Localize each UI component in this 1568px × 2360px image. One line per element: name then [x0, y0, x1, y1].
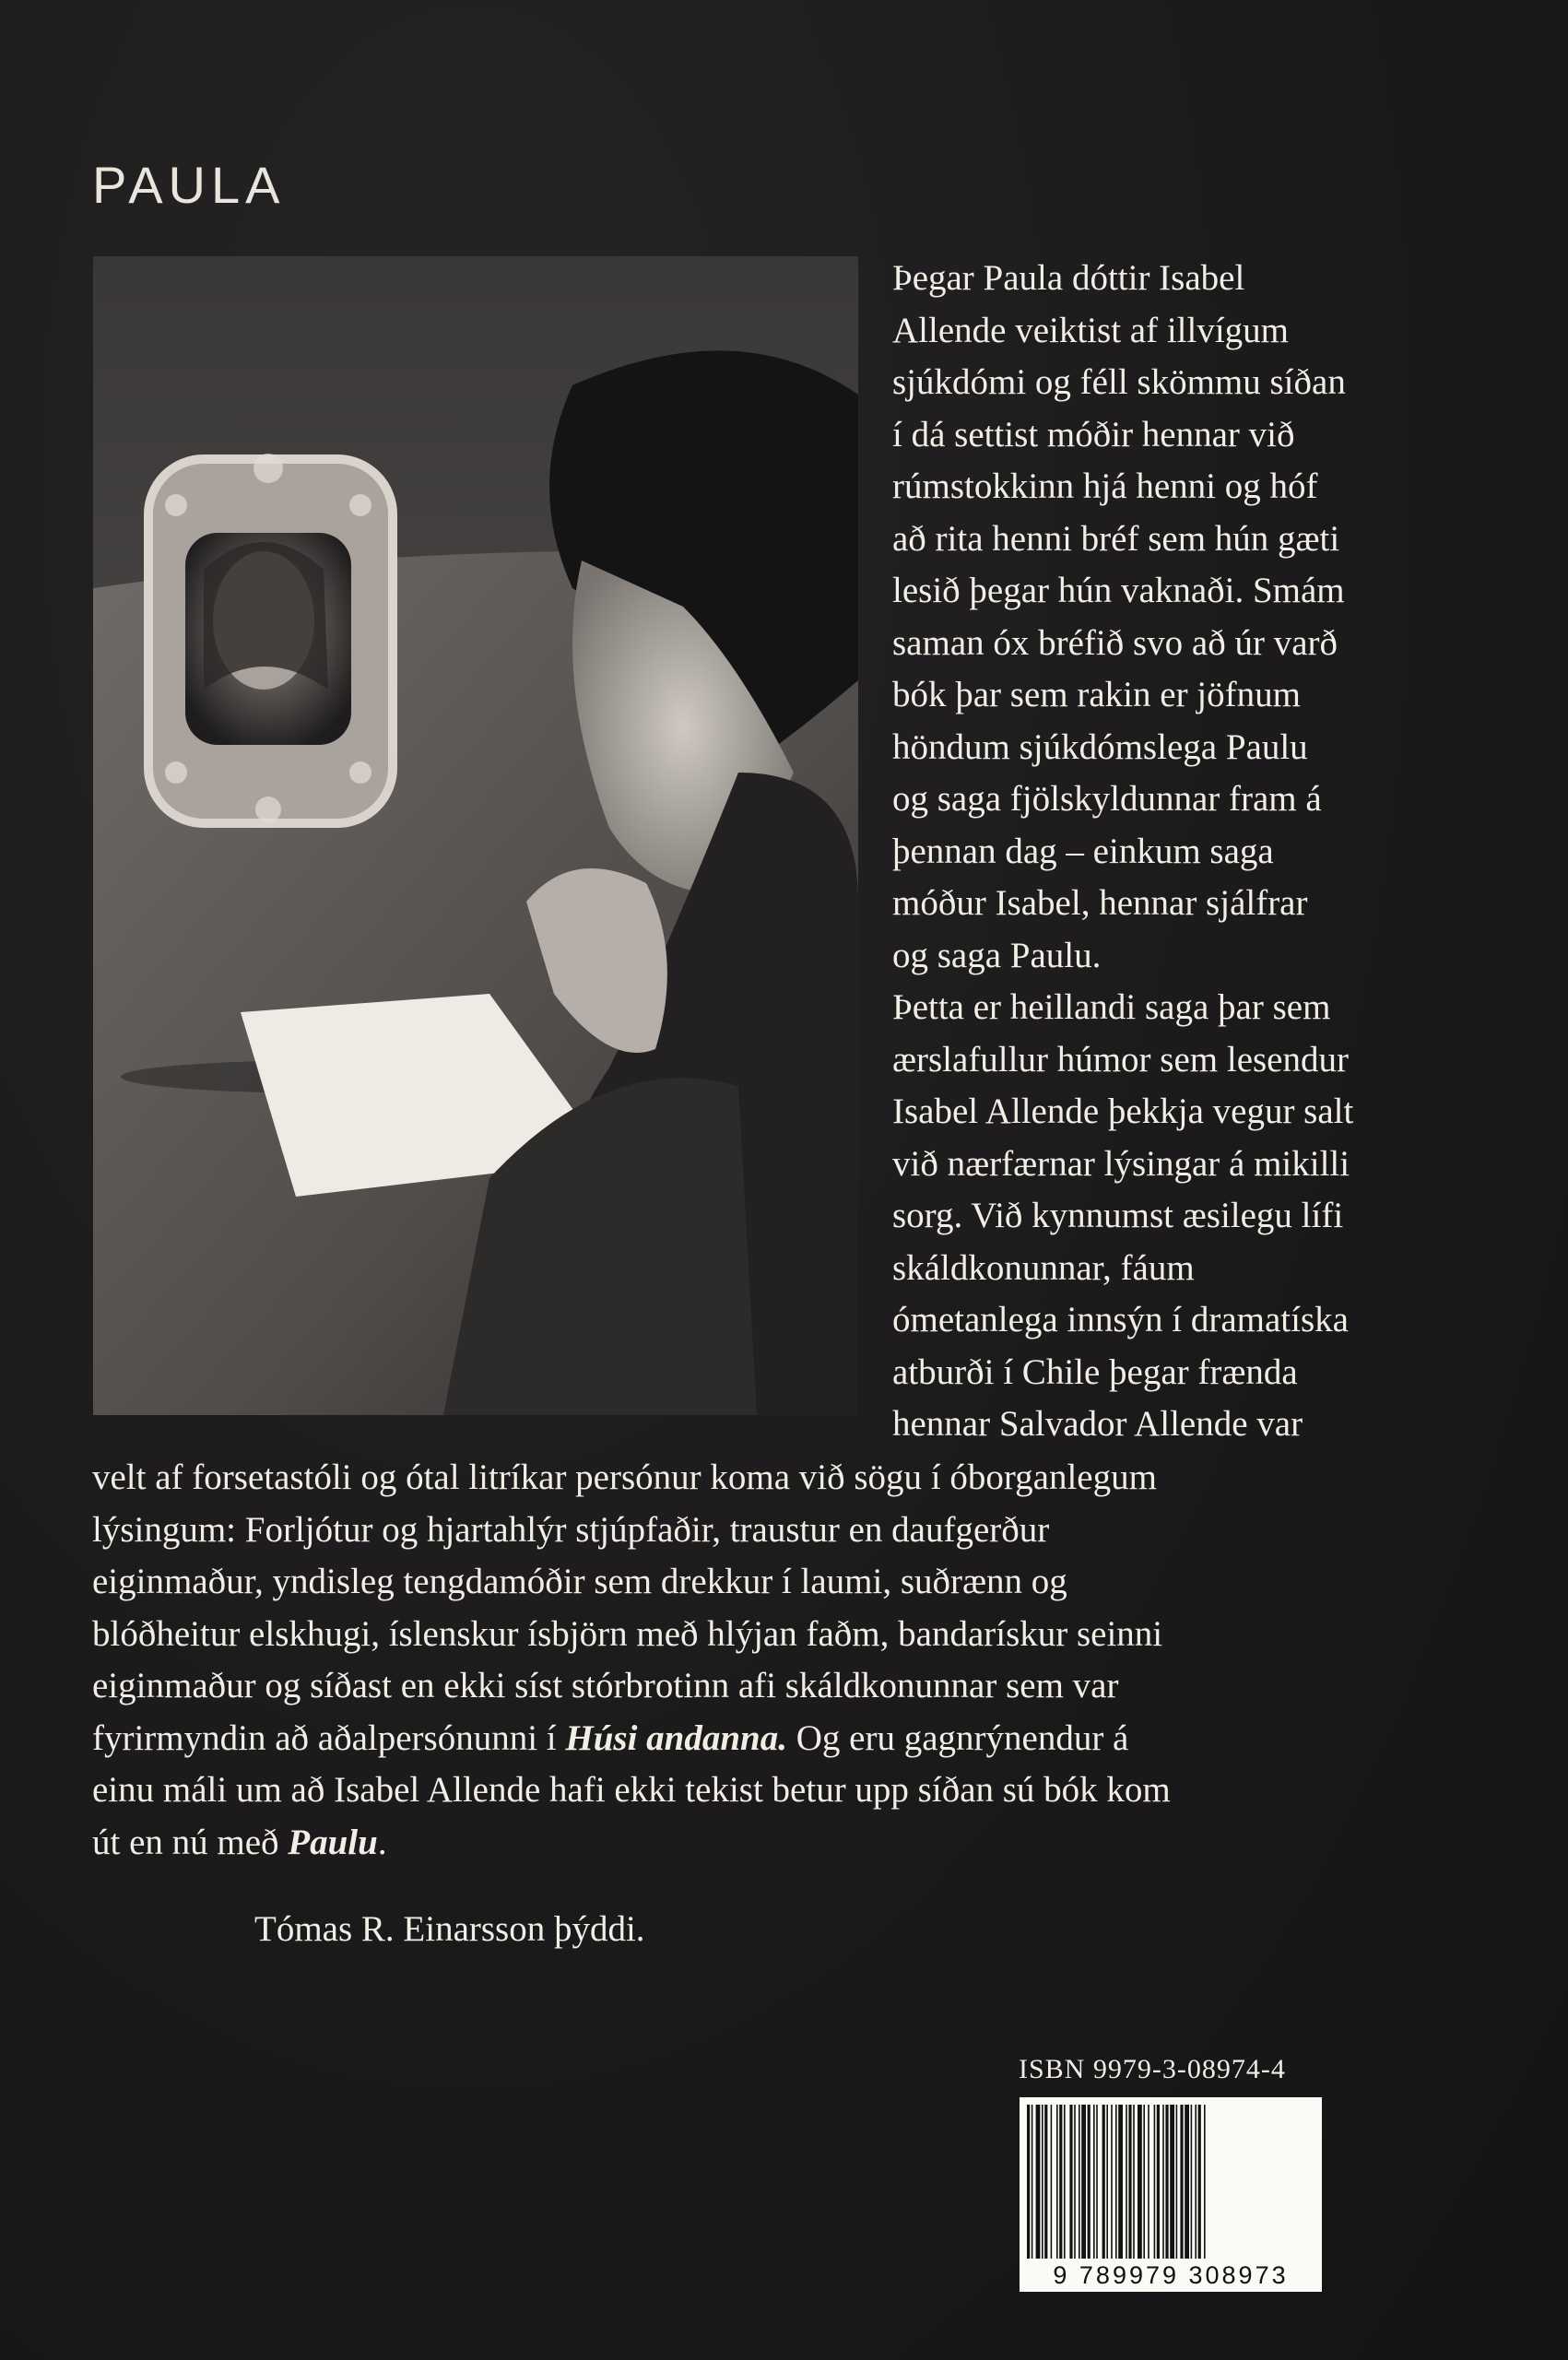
- barcode-bar: [1088, 2105, 1091, 2263]
- description-segment: út en nú með: [92, 1822, 289, 1862]
- description-line: einu máli um að Isabel Allende hafi ekki tekist betur upp síðan sú bók kom: [92, 1770, 1171, 1810]
- book-title: PAULA: [92, 156, 286, 214]
- description-line: ærslafullur húmor sem lesendur: [892, 1039, 1349, 1080]
- description-line: [92, 1817, 1549, 1870]
- description-line: saman óx bréfið svo að úr varð: [892, 622, 1338, 663]
- barcode-bar: [1106, 2105, 1108, 2263]
- description-line: móður Isabel, hennar sjálfrar: [892, 883, 1308, 923]
- barcode-bar: [1044, 2105, 1047, 2263]
- barcode-bar: [1118, 2105, 1123, 2263]
- barcode-bar: [1064, 2105, 1066, 2263]
- description-line: hennar Salvador Allende var: [892, 1404, 1303, 1444]
- barcode-digits: 9 789979 308973: [1020, 2259, 1322, 2292]
- barcode-bar: [1148, 2105, 1149, 2263]
- barcode-bar: [1133, 2105, 1135, 2263]
- description-line: sjúkdómi og féll skömmu síðan: [892, 362, 1346, 402]
- author-photo-illustration: [93, 256, 858, 1415]
- description-line: skáldkonunnar, fáum: [892, 1247, 1195, 1288]
- description-line: í dá settist móðir hennar við: [892, 414, 1295, 454]
- description-line: að rita henni bréf sem hún gæti: [892, 518, 1340, 559]
- description-line: lýsingum: Forljótur og hjartahlýr stjúpfaðir, traustur en daufgerður: [92, 1509, 1050, 1550]
- description-line: bók þar sem rakin er jöfnum: [892, 675, 1301, 714]
- barcode-bar: [1176, 2105, 1178, 2263]
- barcode-bar: [1074, 2105, 1076, 2263]
- description-full-width: [92, 1452, 1549, 1869]
- barcode-bar: [1102, 2105, 1105, 2263]
- barcode-bar: [1069, 2105, 1072, 2263]
- description-line: höndum sjúkdómslega Paulu: [892, 726, 1308, 767]
- translator-credit: Tómas R. Einarsson þýddi.: [254, 1909, 645, 1949]
- barcode-bar: [1042, 2105, 1043, 2263]
- barcode-bar: [1191, 2105, 1193, 2263]
- description-line: og saga Paulu.: [892, 935, 1102, 975]
- book-title-reference: Paulu: [288, 1822, 378, 1862]
- description-line: Isabel Allende þekkja vegur salt: [892, 1092, 1354, 1131]
- author-photo: [93, 256, 858, 1415]
- description-segment: Og eru gagnrýnendur á: [787, 1717, 1129, 1758]
- barcode-bar: [1180, 2105, 1183, 2263]
- barcode-bar: [1143, 2105, 1145, 2263]
- description-column: [892, 253, 1491, 1451]
- barcode-bar: [1051, 2105, 1053, 2263]
- picture-frame: [148, 454, 393, 823]
- description-line: Þetta er heillandi saga þar sem: [892, 987, 1331, 1027]
- barcode-bar: [1185, 2105, 1189, 2263]
- barcode-bar: [1126, 2105, 1127, 2263]
- barcode-bar: [1162, 2105, 1164, 2263]
- barcode-bar: [1056, 2105, 1058, 2263]
- description-line: við nærfærnar lýsingar á mikilli: [892, 1143, 1350, 1184]
- barcode-bar: [1128, 2105, 1131, 2263]
- description-line: sorg. Við kynnumst æsilegu lífi: [892, 1196, 1344, 1235]
- barcode-bar: [1111, 2105, 1113, 2263]
- book-title-reference: Húsi andanna.: [565, 1717, 787, 1758]
- barcode-bar: [1027, 2105, 1030, 2263]
- barcode-bar: [1079, 2105, 1080, 2263]
- barcode-bar: [1138, 2105, 1142, 2263]
- description-line: og saga fjölskyldunnar fram á: [892, 779, 1322, 819]
- barcode-bars: [1020, 2097, 1322, 2271]
- barcode-bar: [1036, 2105, 1041, 2263]
- description-line: ómetanlega innsýn í dramatíska: [892, 1300, 1349, 1339]
- barcode-bar: [1115, 2105, 1117, 2263]
- barcode-bar: [1195, 2105, 1197, 2263]
- barcode: [1020, 2097, 1322, 2271]
- description-line: eiginmaður, yndisleg tengdamóðir sem drekkur í laumi, suðrænn og: [92, 1562, 1067, 1601]
- barcode-bar: [1032, 2105, 1033, 2263]
- barcode-bar: [1154, 2105, 1156, 2263]
- isbn-number: ISBN 9979-3-08974-4: [1019, 2054, 1286, 2084]
- description-line: þennan dag – einkum saga: [892, 831, 1274, 871]
- barcode-bar: [1198, 2105, 1201, 2263]
- description-segment: .: [377, 1822, 387, 1862]
- description-line: Allende veiktist af illvígum: [892, 310, 1290, 350]
- barcode-bar: [1081, 2105, 1086, 2263]
- description-line: rúmstokkinn hjá henni og hóf: [892, 466, 1318, 506]
- description-line: Þegar Paula dóttir Isabel: [892, 258, 1245, 298]
- description-line: [92, 1713, 1549, 1765]
- barcode-bar: [1059, 2105, 1062, 2263]
- description-line: atburði í Chile þegar frænda: [892, 1351, 1298, 1392]
- barcode-bar: [1157, 2105, 1160, 2263]
- description-line: velt af forsetastóli og ótal litríkar persónur koma við sögu í óborganlegum: [92, 1457, 1157, 1497]
- description-segment: fyrirmyndin að aðalpersónunni í: [92, 1717, 566, 1758]
- description-line: blóðheitur elskhugi, íslenskur ísbjörn með hlýjan faðm, bandarískur seinni: [92, 1613, 1163, 1654]
- barcode-bar: [1204, 2105, 1206, 2263]
- barcode-bar: [1170, 2105, 1174, 2263]
- description-line: eiginmaður og síðast en ekki síst stórbrotinn afi skáldkonunnar sem var: [92, 1666, 1119, 1705]
- barcode-bar: [1093, 2105, 1095, 2263]
- barcode-bar: [1096, 2105, 1098, 2263]
- barcode-bar: [1165, 2105, 1168, 2263]
- description-line: lesið þegar hún vaknaði. Smám: [892, 571, 1345, 610]
